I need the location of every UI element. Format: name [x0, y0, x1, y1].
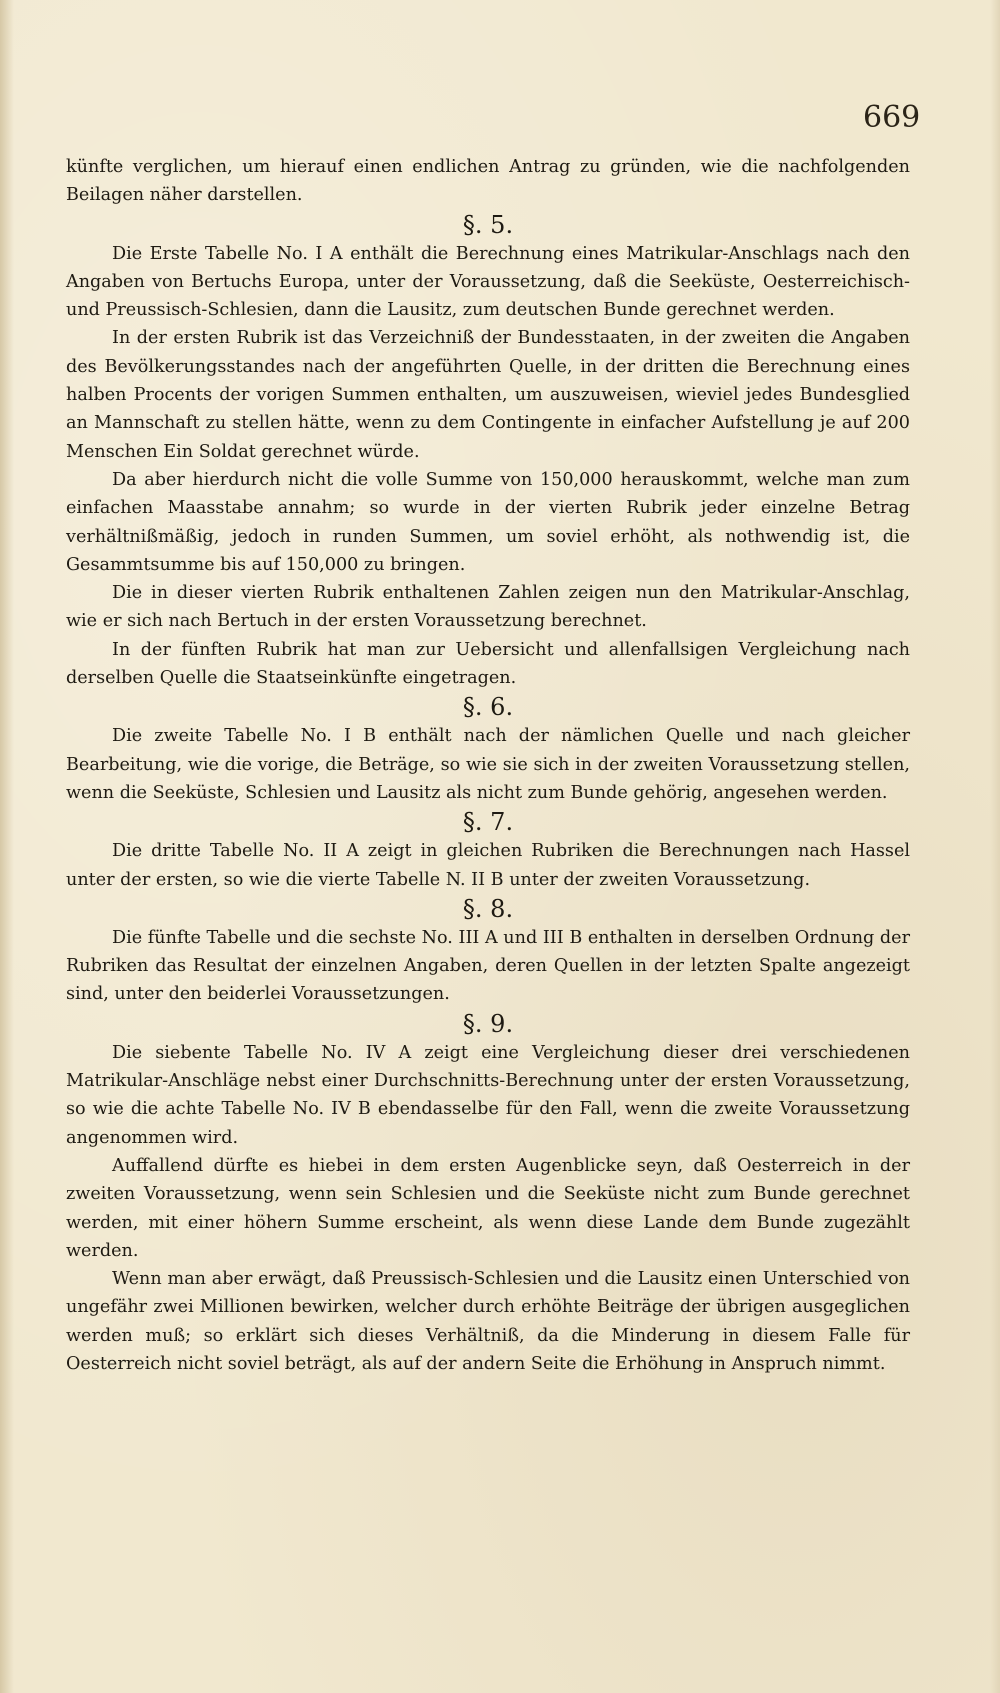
paragraph: Wenn man aber erwägt, daß Preussisch-Schlesien und die Lausitz einen Unterschied von ungefähr zwei Millionen bewirken, welcher durch erhöhte Beiträge der übrigen ausgeglichen werden muß; so erklärt sich dieses Verhältniß, da die Minderung in diesem Falle für Oesterreich nicht soviel beträgt, als auf der andern Seite die Erhöhung in Anspruch nimmt.: [66, 1269, 910, 1374]
page-edge-right: [990, 0, 1000, 1693]
paragraph: Die in dieser vierten Rubrik enthaltenen Zahlen zeigen nun den Matrikular-Anschlag, wie er sich nach Bertuch in der ersten Voraussetzung berechnet.: [66, 583, 910, 632]
paragraph-continuation: künfte verglichen, um hierauf einen endlichen Antrag zu gründen, wie die nachfolgenden Beilagen näher darstellen.: [66, 157, 910, 206]
section-heading-8: §. 8.: [462, 894, 514, 923]
paragraph: Die dritte Tabelle No. II A zeigt in gleichen Rubriken die Berechnungen nach Hassel unter der ersten, so wie die vierte Tabelle N. II B unter der zweiten Voraussetzung.: [66, 841, 910, 890]
paragraph: Die Erste Tabelle No. I A enthält die Berechnung eines Matrikular-Anschlags nach den Angaben von Bertuchs Europa, unter der Voraussetzung, daß die Seeküste, Oesterreichisch- und Preussisch-Schlesien, dann die Lausitz, zum deutschen Bunde gerechnet werden.: [66, 243, 910, 321]
page-body: [66, 153, 910, 1378]
paragraph: Die fünfte Tabelle und die sechste No. III A und III B enthalten in derselben Ordnung der Rubriken das Resultat der einzelnen Angaben, deren Quellen in der letzten Spalte angezeigt sind, unter den beiderlei Voraussetzungen.: [66, 927, 910, 1005]
page-edge-left: [0, 0, 14, 1693]
paragraph: Die siebente Tabelle No. IV A zeigt eine Vergleichung dieser drei verschiedenen Matrikular-Anschläge nebst einer Durchschnitts-Berechnung unter der ersten Voraussetzung, so wie die achte Tabelle No. IV B ebendasselbe für den Fall, wenn die zweite Voraussetzung angenommen wird.: [66, 1042, 910, 1148]
section-heading-7: §. 7.: [462, 808, 514, 837]
section-heading-6: §. 6.: [462, 693, 514, 722]
page-number: 669: [863, 100, 921, 135]
paragraph: Da aber hierdurch nicht die volle Summe von 150,000 herauskommt, welche man zum einfachen Maasstabe annahm; so wurde in der vierten Rubrik jeder einzelne Betrag verhältnißmäßig, jedoch in runden Summen, um soviel erhöht, als nothwendig ist, die Gesammtsumme bis auf 150,000 zu bringen.: [66, 469, 910, 575]
section-heading-5: §. 5.: [462, 210, 514, 239]
paragraph: In der fünften Rubrik hat man zur Uebersicht und allenfallsigen Vergleichung nach derselben Quelle die Staatseinkünfte eingetragen.: [66, 639, 910, 689]
paragraph: Auffallend dürfte es hiebei in dem ersten Augenblicke seyn, daß Oesterreich in der zweiten Voraussetzung, wenn sein Schlesien und die Seeküste nicht zum Bunde gerechnet werden, mit einer höhern Summe erscheint, als wenn diese Lande dem Bunde zugezählt werden.: [66, 1155, 910, 1261]
paragraph: Die zweite Tabelle No. I B enthält nach der nämlichen Quelle und nach gleicher Bearbeitung, wie die vorige, die Beträge, so wie sie sich in der zweiten Voraussetzung stellen, wenn die Seeküste, Schlesien und Lausitz als nicht zum Bunde gehörig, angesehen werden.: [66, 726, 910, 803]
paragraph: In der ersten Rubrik ist das Verzeichniß der Bundesstaaten, in der zweiten die Angaben des Bevölkerungsstandes nach der angeführten Quelle, in der dritten die Berechnung eines halben Procents der vorigen Summen enthalten, um auszuweisen, wieviel jedes Bundesglied an Mannschaft zu stellen hätte, wenn zu dem Contingente in einfacher Aufstellung je auf 200 Menschen Ein Soldat gerechnet würde.: [66, 328, 910, 462]
section-heading-9: §. 9.: [462, 1009, 514, 1038]
